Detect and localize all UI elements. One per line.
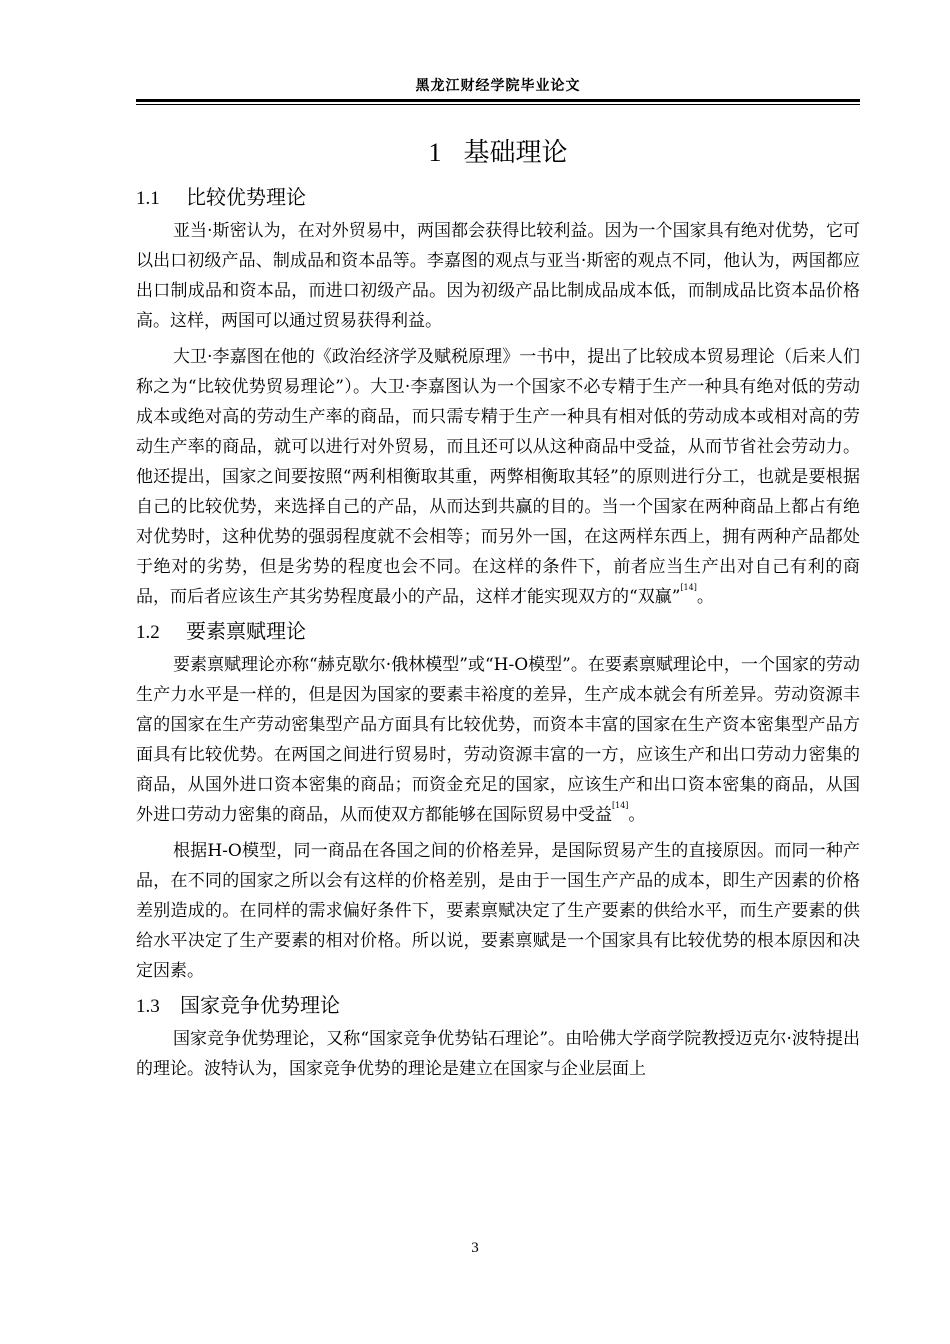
running-header: 黑龙江财经学院毕业论文 (415, 78, 581, 94)
section-heading (136, 178, 860, 216)
paragraph: 要素禀赋理论亦称“赫克歇尔·俄林模型”或“H-O模型”。在要素禀赋理论中，一个国家的劳动生产力水平是一样的，但是因为国家的要素丰裕度的差异，生产成本就会有所差异。劳动资源丰富的国家在生产劳动密集型产品方面具有比较优势，而资本丰富的国家在生产资本密集型产品方面具有比较优势。在两国之间进行贸易时，劳动资源丰富的一方，应该生产和出口劳动力密集的商品，从国外进口资本密集的商品；而资金充足的国家，应该生产和出口资本密集的商品，从国外进口劳动力密集的商品，从而使双方都能够在国际贸易中受益[14]。 (136, 655, 860, 825)
page-number: 3 (471, 1240, 479, 1256)
citation-ref: [14] (680, 583, 697, 592)
chapter-number: 1 (428, 138, 442, 167)
section-number: 1.1 (136, 188, 160, 209)
paragraph: 国家竞争优势理论，又称“国家竞争优势钻石理论”。由哈佛大学商学院教授迈克尔·波特提出的理论。波特认为，国家竞争优势的理论是建立在国家与企业层面上 (136, 1029, 860, 1079)
page-content (136, 128, 860, 1084)
chapter-title (136, 128, 860, 178)
section-title: 国家竞争优势理论 (180, 993, 340, 1017)
chapter-title-text: 基础理论 (463, 138, 568, 168)
paragraph: 大卫·李嘉图在他的《政治经济学及赋税原理》一书中，提出了比较成本贸易理论（后来人们称之为“比较优势贸易理论”）。大卫·李嘉图认为一个国家不必专精于生产一种具有绝对低的劳动成本或绝对高的劳动生产率的商品，而只需专精于生产一种具有相对低的劳动成本或相对高的劳动生产率的商品，就可以进行对外贸易，而且还可以从这种商品中受益，从而节省社会劳动力。他还提出，国家之间要按照“两利相衡取其重，两弊相衡取其轻”的原则进行分工，也就是要根据自己的比较优势，来选择自己的产品，从而达到共赢的目的。当一个国家在两种商品上都占有绝对优势时，这种优势的强弱程度就不会相等；而另外一国，在这两样东西上，拥有两种产品都处于绝对的劣势，但是劣势的程度也会不同。在这样的条件下，前者应当生产出对自己有利的商品，而后者应该生产其劣势程度最小的产品，这样才能实现双方的“双赢”[14]。 (136, 347, 860, 607)
section-heading (136, 612, 860, 650)
section-heading (136, 986, 860, 1024)
citation-ref: [14] (612, 801, 629, 810)
section-title: 要素禀赋理论 (186, 619, 306, 643)
paragraph: 根据H-O模型，同一商品在各国之间的价格差异，是国际贸易产生的直接原因。而同一种产品，在不同的国家之所以会有这样的价格差别，是由于一国生产产品的成本，即生产因素的价格差别造成的。在同样的需求偏好条件下，要素禀赋决定了生产要素的供给水平，而生产要素的供给水平决定了生产要素的相对价格。所以说，要素禀赋是一个国家具有比较优势的根本原因和决定因素。 (136, 841, 860, 981)
section-number: 1.2 (136, 622, 160, 643)
section-title: 比较优势理论 (186, 185, 306, 209)
section-number: 1.3 (136, 996, 160, 1017)
header-rule-thick (136, 99, 860, 102)
header-rule-thin (136, 104, 860, 105)
paragraph: 亚当·斯密认为，在对外贸易中，两国都会获得比较利益。因为一个国家具有绝对优势，它可以出口初级产品、制成品和资本品等。李嘉图的观点与亚当·斯密的观点不同，他认为，两国都应出口制成品和资本品，而进口初级产品。因为初级产品比制成品成本低，而制成品比资本品价格高。这样，两国可以通过贸易获得利益。 (136, 221, 860, 331)
